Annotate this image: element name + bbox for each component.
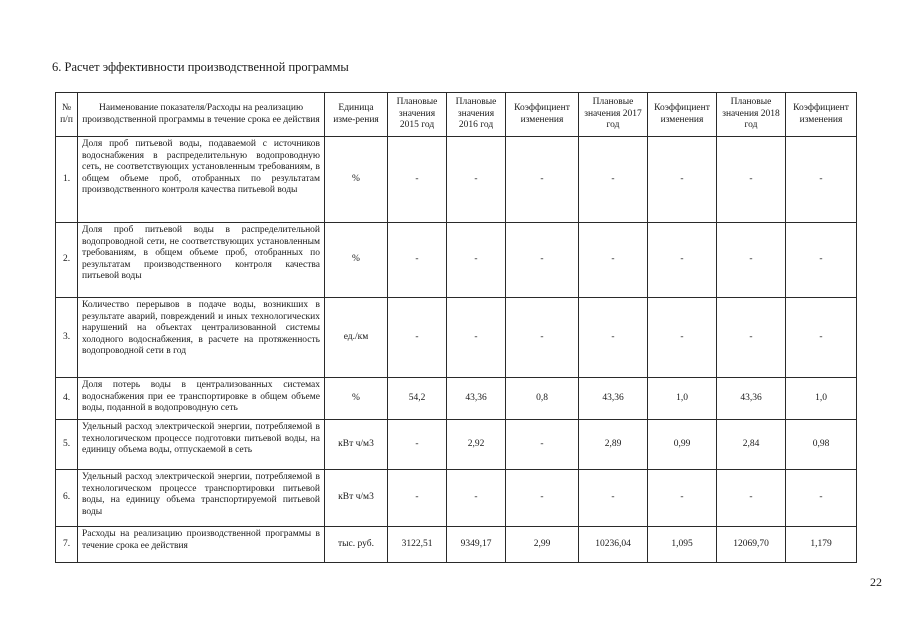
value-2015: - (388, 298, 447, 378)
coef-2018: - (786, 223, 857, 298)
coef-2017: - (648, 137, 717, 223)
value-2017: 2,89 (579, 420, 648, 470)
value-2015: 54,2 (388, 378, 447, 420)
unit-cell: % (325, 378, 388, 420)
coef-2016: - (506, 137, 579, 223)
value-2015: - (388, 470, 447, 527)
value-2016: - (447, 223, 506, 298)
coef-2016: - (506, 470, 579, 527)
header-coef-2016: Коэффициент изменения (506, 93, 579, 137)
coef-2017: - (648, 223, 717, 298)
coef-2018: 0,98 (786, 420, 857, 470)
header-plan-2016: Плановые значения 2016 год (447, 93, 506, 137)
table-row (56, 137, 857, 223)
unit-cell: кВт ч/м3 (325, 420, 388, 470)
value-2016: - (447, 470, 506, 527)
value-2016: 2,92 (447, 420, 506, 470)
coef-2017: - (648, 298, 717, 378)
row-number: 7. (56, 527, 78, 563)
row-number: 5. (56, 420, 78, 470)
coef-2018: 1,0 (786, 378, 857, 420)
section-title: 6. Расчет эффективности производственной программы (52, 60, 349, 74)
value-2015: - (388, 137, 447, 223)
value-2016: - (447, 298, 506, 378)
value-2018: 43,36 (717, 378, 786, 420)
header-coef-2017: Коэффициент изменения (648, 93, 717, 137)
value-2018: 2,84 (717, 420, 786, 470)
table-row (56, 378, 857, 420)
coef-2016: 2,99 (506, 527, 579, 563)
coef-2017: 1,0 (648, 378, 717, 420)
value-2018: - (717, 223, 786, 298)
unit-cell: ед./км (325, 298, 388, 378)
coef-2016: - (506, 420, 579, 470)
value-2018: - (717, 298, 786, 378)
value-2018: - (717, 470, 786, 527)
unit-cell: % (325, 223, 388, 298)
indicator-name: Доля проб питьевой воды в распределительной водопроводной сети, не соответствующих установленным требованиям, в общем объеме проб, отобранных по результатам производственного контроля качества питьевой воды (78, 223, 325, 298)
coef-2018: 1,179 (786, 527, 857, 563)
coef-2017: 0,99 (648, 420, 717, 470)
value-2017: - (579, 223, 648, 298)
value-2015: - (388, 420, 447, 470)
coef-2016: - (506, 223, 579, 298)
header-coef-2018: Коэффициент изменения (786, 93, 857, 137)
table-header-row (56, 93, 857, 137)
value-2017: - (579, 298, 648, 378)
header-plan-2017: Плановые значения 2017 год (579, 93, 648, 137)
coef-2016: - (506, 298, 579, 378)
header-name: Наименование показателя/Расходы на реализацию производственной программы в течение срока ее действия (78, 93, 325, 137)
coef-2018: - (786, 137, 857, 223)
indicator-name: Удельный расход электрической энергии, потребляемой в технологическом процессе транспортировки питьевой воды, на единицу объема транспортируемой питьевой воды (78, 470, 325, 527)
unit-cell: кВт ч/м3 (325, 470, 388, 527)
indicator-name: Расходы на реализацию производственной программы в течение срока ее действия (78, 527, 325, 563)
table-row (56, 527, 857, 563)
row-number: 4. (56, 378, 78, 420)
value-2016: 9349,17 (447, 527, 506, 563)
page-number: 22 (870, 575, 882, 589)
row-number: 1. (56, 137, 78, 223)
row-number: 3. (56, 298, 78, 378)
unit-cell: % (325, 137, 388, 223)
value-2017: 10236,04 (579, 527, 648, 563)
unit-cell: тыс. руб. (325, 527, 388, 563)
indicator-name: Доля проб питьевой воды, подаваемой с источников водоснабжения в распределительную водопроводную сеть, не соответствующих установленным требованиям, в общем объеме проб, отобранных по результатам производственного контроля качества питьевой воды (78, 137, 325, 223)
value-2017: 43,36 (579, 378, 648, 420)
value-2016: 43,36 (447, 378, 506, 420)
header-unit: Единица изме-рения (325, 93, 388, 137)
value-2016: - (447, 137, 506, 223)
row-number: 2. (56, 223, 78, 298)
value-2015: 3122,51 (388, 527, 447, 563)
value-2018: 12069,70 (717, 527, 786, 563)
coef-2017: 1,095 (648, 527, 717, 563)
indicator-name: Количество перерывов в подаче воды, возникших в результате аварий, повреждений и иных технологических нарушений на объектах централизованной системы холодного водоснабжения, в расчете на протяженность водопроводной сети в год (78, 298, 325, 378)
table-row (56, 298, 857, 378)
value-2015: - (388, 223, 447, 298)
indicator-name: Доля потерь воды в централизованных системах водоснабжения при ее транспортировке в общем объеме воды, поданной в водопроводную сеть (78, 378, 325, 420)
header-plan-2018: Плановые значения 2018 год (717, 93, 786, 137)
table-row (56, 420, 857, 470)
header-plan-2015: Плановые значения 2015 год (388, 93, 447, 137)
coef-2016: 0,8 (506, 378, 579, 420)
efficiency-table (55, 92, 857, 563)
coef-2017: - (648, 470, 717, 527)
value-2018: - (717, 137, 786, 223)
row-number: 6. (56, 470, 78, 527)
coef-2018: - (786, 298, 857, 378)
value-2017: - (579, 470, 648, 527)
header-num: № п/п (56, 93, 78, 137)
table-row (56, 470, 857, 527)
value-2017: - (579, 137, 648, 223)
indicator-name: Удельный расход электрической энергии, потребляемой в технологическом процессе подготовки питьевой воды, на единицу объема воды, отпускаемой в сеть (78, 420, 325, 470)
table-row (56, 223, 857, 298)
coef-2018: - (786, 470, 857, 527)
